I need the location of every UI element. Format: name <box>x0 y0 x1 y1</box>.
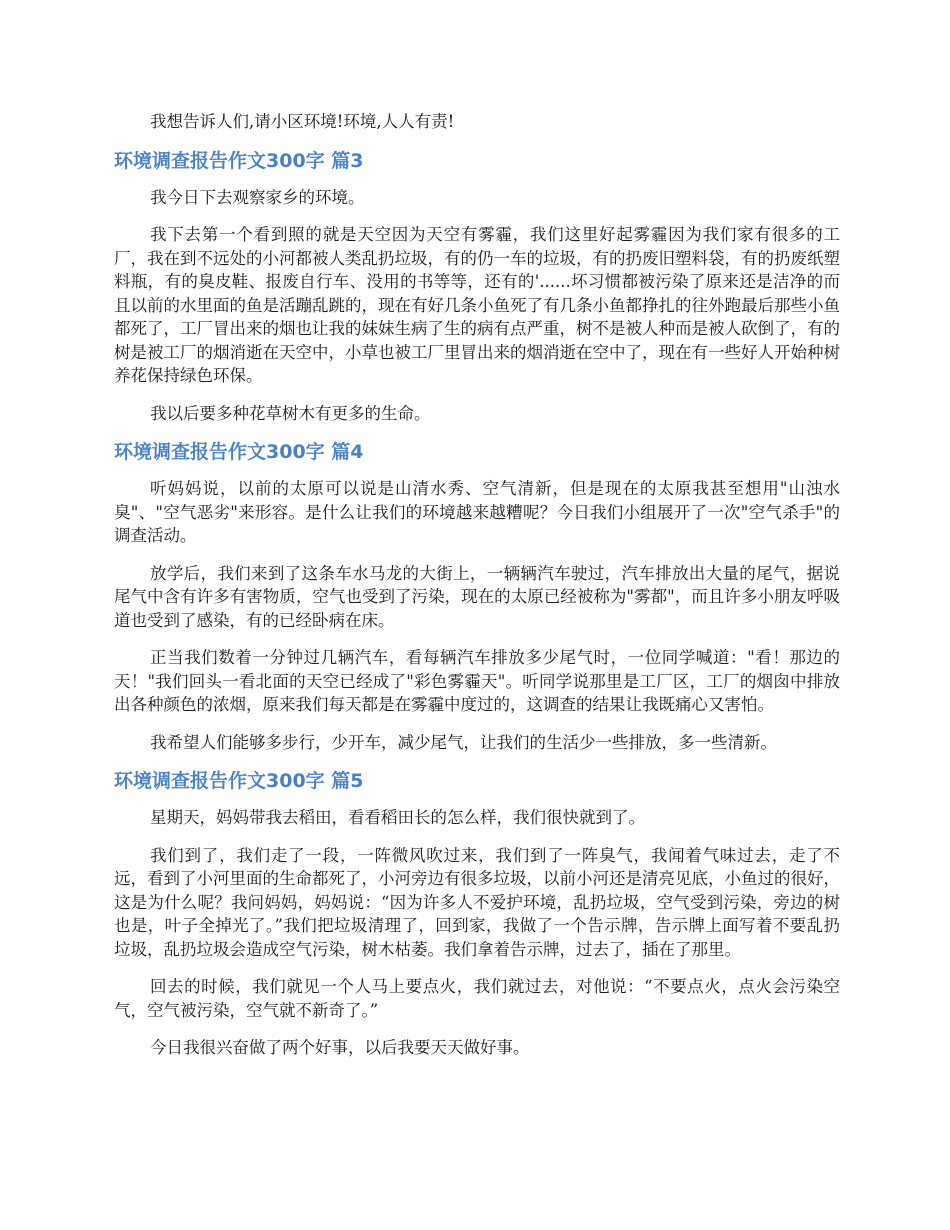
section-heading: 环境调查报告作文300字 篇3 <box>114 149 364 172</box>
document-page <box>114 110 840 1074</box>
paragraph: 我希望人们能够多步行，少开车，减少尾气，让我们的生活少一些排放，多一些清新。 <box>150 732 777 752</box>
section-heading: 环境调查报告作文300字 篇5 <box>114 770 364 792</box>
paragraph: 我下去第一个看到照的就是天空因为天空有雾霾，我们这里好起雾霾因为我们家有很多的工厂，我在到不远处的小河都被人类乱扔垃圾，有的仍一车的垃圾，有的扔废旧塑料袋，有的扔废纸塑料瓶，有的臭皮鞋、报废自行车、没用的书等等，还有的'......坏习惯都被污染了原来还是洁净的而且以前的水里面的鱼是活蹦乱跳的，现在有好几条小鱼死了有几条小鱼都挣扎的往外跑最后那些小鱼都死了，工厂冒出来的烟也让我的妹妹生病了生的病有点严重，树不是被人种而是被人砍倒了，有的树是被工厂的烟消逝在天空中，小草也被工厂里冒出来的烟消逝在空中了，现在有一些好人开始种树养花保持绿色环保。 <box>114 225 840 385</box>
paragraph: 我们到了，我们走了一段，一阵微风吹过来，我们到了一阵臭气，我闻着气味过去，走了不远，看到了小河里面的生命都死了，小河旁边有很多垃圾，以前小河还是清亮见底，小鱼过的很好，这是为什么呢？我问妈妈，妈妈说：“因为许多人不爱护环境，乱扔垃圾，空气受到污染，旁边的树也是，叶子全掉光了。”我们把垃圾清理了，回到家，我做了一个告示牌，告示牌上面写着不要乱扔垃圾，乱扔垃圾会造成空气污染，树木枯萎。我们拿着告示牌，过去了，插在了那里。 <box>114 845 840 959</box>
paragraph: 放学后，我们来到了这条车水马龙的大街上，一辆辆汽车驶过，汽车排放出大量的尾气，据说尾气中含有许多有害物质，空气也受到了污染，现在的太原已经被称为"雾都"，而且许多小朋友呼吸道也受到了感染，有的已经卧病在床。 <box>114 563 840 630</box>
paragraph: 今日我很兴奋做了两个好事，以后我要天天做好事。 <box>150 1038 530 1057</box>
paragraph: 听妈妈说，以前的太原可以说是山清水秀、空气清新，但是现在的太原我甚至想用"山浊水臭"、"空气恶劣"来形容。是什么让我们的环境越来越糟呢？今日我们小组展开了一次"空气杀手"的调查活动。 <box>114 479 840 545</box>
paragraph: 星期天，妈妈带我去稻田，看看稻田长的怎么样，我们很快就到了。 <box>150 808 645 827</box>
paragraph: 我想告诉人们,请小区环境!环境,人人有责! <box>150 112 455 131</box>
paragraph: 正当我们数着一分钟过几辆汽车，看每辆汽车排放多少尾气时，一位同学喊道："看！那边的天！"我们回头一看北面的天空已经成了"彩色雾霾天"。听同学说那里是工厂区，工厂的烟囱中排放出各种颜色的浓烟，原来我们每天都是在雾霾中度过的，这调查的结果让我既痛心又害怕。 <box>114 648 840 714</box>
paragraph: 回去的时候，我们就见一个人马上要点火，我们就过去，对他说：“不要点火，点火会污染空气，空气被污染，空气就不新奇了。” <box>114 977 840 1020</box>
section-heading: 环境调查报告作文300字 篇4 <box>114 441 364 463</box>
paragraph: 我今日下去观察家乡的环境。 <box>150 187 365 207</box>
paragraph: 我以后要多种花草树木有更多的生命。 <box>150 403 431 423</box>
